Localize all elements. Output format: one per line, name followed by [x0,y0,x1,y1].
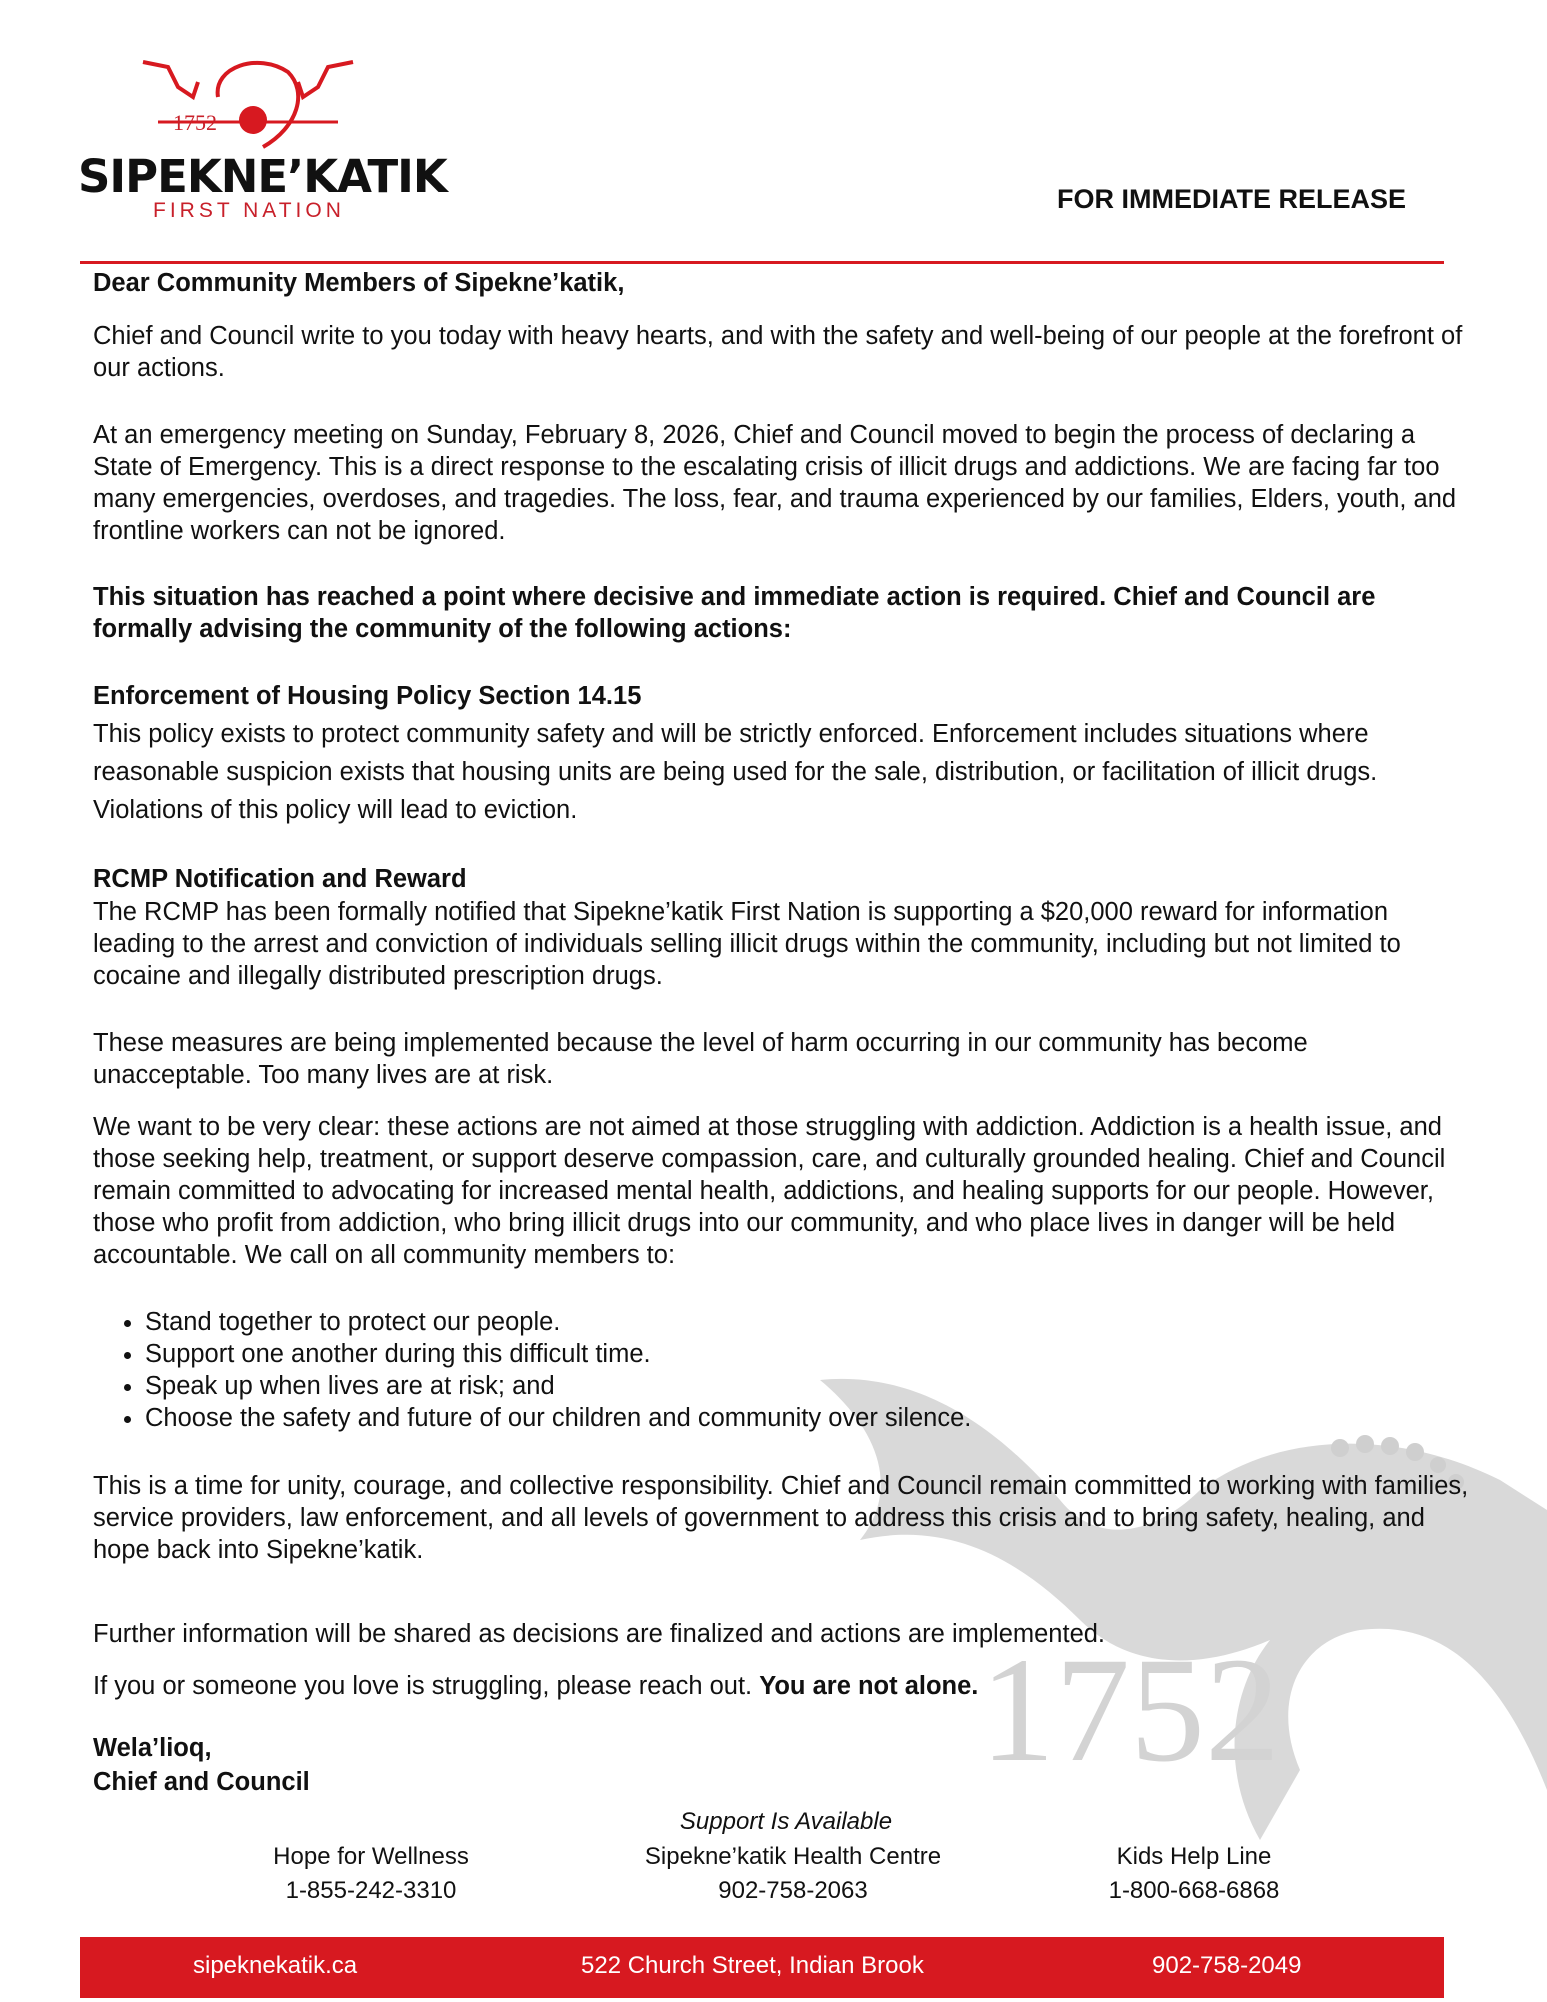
salmon-emblem-icon [138,52,358,152]
paragraph-housing-policy: This policy exists to protect community safety and will be strictly enforced. Enforcement includes situations where reasonable suspicion exists that housing units are being used for the sale, distribution, or facilitation of illicit drugs. Violations of this policy will lead to eviction. [93,720,1378,824]
contact-phone[interactable]: 1-800-668-6868 [1108,1877,1280,1904]
release-label: FOR IMMEDIATE RELEASE [1057,184,1407,214]
footer-address: 522 Church Street, Indian Brook [581,1952,924,1979]
signature: Chief and Council [93,1768,310,1796]
call-to-action-list [93,1306,1525,1434]
support-contact [1044,1840,1344,1908]
watermark-year: 1752 [980,1627,1280,1793]
paragraph-reach-out [93,1670,1473,1702]
reach-out-text: If you or someone you love is struggling, please reach out. [93,1672,753,1700]
heading-rcmp: RCMP Notification and Reward [93,865,467,893]
paragraph-2: At an emergency meeting on Sunday, February 8, 2026, Chief and Council moved to begin the process of declaring a State of Emergency. This is a direct response to the escalating crisis of illicit drugs and addictions. We are facing far too many emergencies, overdoses, and tragedies. The loss, fear, and trauma experienced by our families, Elders, youth, and frontline workers can not be ignored. [93,421,1457,545]
contact-name: Sipekne’katik Health Centre [644,1843,942,1870]
salutation: Dear Community Members of Sipekne’katik, [93,269,625,297]
closing: Wela’lioq, [93,1734,212,1762]
logo-year: 1752 [173,110,217,135]
logo-name: SIPEKNE’KATIK [78,150,447,203]
paragraph-rcmp: The RCMP has been formally notified that Sipekne’katik First Nation is supporting a $20,000 reward for information leading to the arrest and conviction of individuals selling illicit drugs within the community, including but not limited to cocaine and illegally distributed prescription drugs. [93,898,1401,990]
paragraph-measures: These measures are being implemented because the level of harm occurring in our community has become unacceptable. Too many lives are at risk. [93,1029,1308,1089]
contact-phone[interactable]: 902-758-2063 [718,1877,868,1904]
contact-phone[interactable]: 1-855-242-3310 [285,1877,457,1904]
support-contact [221,1840,521,1908]
list-item: • Support one another during this difficult time. [145,1338,1525,1370]
logo-subtitle: FIRST NATION [153,199,345,222]
action-statement: This situation has reached a point where decisive and immediate action is required. Chief and Council are formally advising the community of the following actions: [93,583,1376,643]
paragraph-unity: This is a time for unity, courage, and collective responsibility. Chief and Council remain committed to working with families, service providers, law enforcement, and all levels of government to address this crisis and to bring safety, healing, and hope back into Sipekne’katik. [93,1472,1469,1564]
paragraph-addiction: We want to be very clear: these actions are not aimed at those struggling with addiction. Addiction is a health issue, and those seeking help, treatment, or support deserve compassion, care, and culturally grounded healing. Chief and Council remain committed to advocating for increased mental health, addictions, and healing supports for our people. However, those who profit from addiction, who bring illicit drugs into our community, and who place lives in danger will be held accountable. We call on all community members to: [93,1113,1446,1269]
contact-name: Hope for Wellness [273,1843,469,1870]
footer-phone[interactable]: 902-758-2049 [1152,1952,1302,1979]
not-alone-text: You are not alone. [759,1672,979,1700]
heading-housing-policy: Enforcement of Housing Policy Section 14.15 [93,682,642,710]
contact-name: Kids Help Line [1116,1843,1272,1870]
list-item: • Speak up when lives are at risk; and [145,1370,1525,1402]
paragraph-further-info: Further information will be shared as decisions are finalized and actions are implemented. [93,1620,1106,1648]
footer-bar [80,1937,1444,1998]
list-item: • Stand together to protect our people. [145,1306,1525,1338]
paragraph-1: Chief and Council write to you today with heavy hearts, and with the safety and well-being of our people at the forefront of our actions. [93,322,1463,382]
support-contact [593,1840,993,1908]
list-item: • Choose the safety and future of our children and community over silence. [145,1402,1525,1434]
footer-website-link[interactable]: sipeknekatik.ca [193,1952,358,1979]
header-divider [80,261,1444,264]
logo [78,52,447,227]
support-title: Support Is Available [679,1808,893,1835]
